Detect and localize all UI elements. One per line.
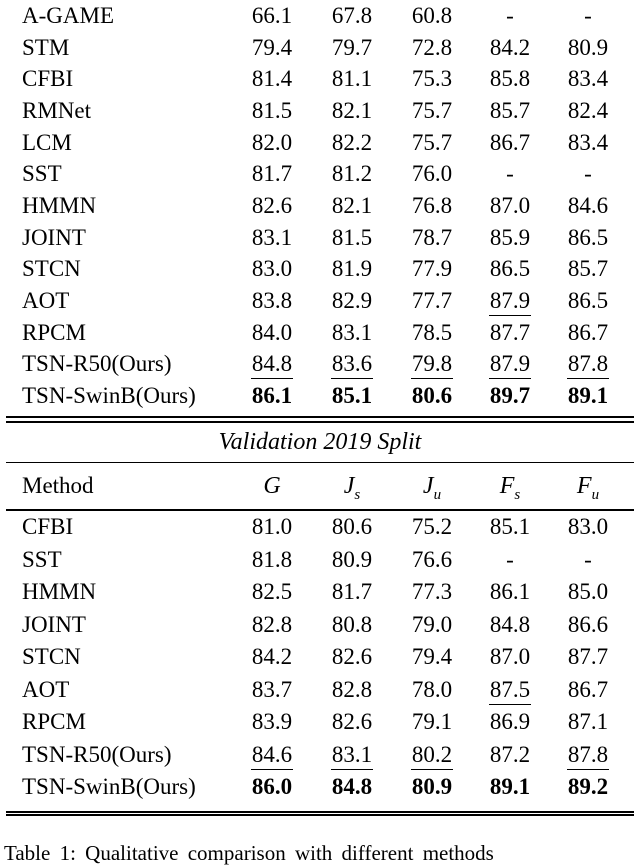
value-cell: 81.5 [331, 224, 373, 250]
value-cell: 84.6 [567, 192, 609, 218]
table-row [6, 706, 628, 739]
value-cell: 87.9 [472, 349, 548, 381]
value-cell: - [584, 2, 592, 28]
value-cell: 86.5 [567, 224, 609, 250]
value-cell: 76.8 [411, 192, 453, 218]
results-table-top [6, 0, 628, 412]
value-cell: 86.7 [489, 129, 531, 155]
value-cell: 83.1 [251, 224, 293, 250]
value-cell: 81.5 [251, 97, 293, 123]
table-row [6, 349, 628, 381]
value-cell: 80.9 [331, 546, 373, 572]
value-cell: 84.8 [489, 611, 531, 637]
value-cell: - [584, 161, 592, 187]
value-cell: 84.8 [232, 349, 312, 381]
value-cell: 82.1 [331, 192, 373, 218]
value-cell: 82.9 [331, 288, 373, 314]
value-cell: 87.1 [567, 709, 609, 735]
value-cell: 87.0 [489, 644, 531, 670]
method-cell: STCN [22, 256, 81, 282]
method-cell: JOINT [22, 611, 86, 637]
value-cell: 85.0 [567, 579, 609, 605]
metric-column-header-Fu: $F_u$ [576, 472, 600, 503]
table-row [6, 544, 628, 577]
value-cell: 79.0 [411, 611, 453, 637]
table-row [6, 771, 628, 804]
method-cell: STCN [22, 644, 81, 670]
table-row [6, 609, 628, 642]
value-cell: 80.2 [392, 739, 472, 772]
table-row [6, 95, 628, 127]
metric-column-header-Ju: $J_u$ [422, 472, 442, 503]
value-cell: 89.1 [489, 774, 531, 800]
value-cell: 79.1 [411, 709, 453, 735]
rule-line [6, 811, 634, 813]
value-cell: 84.0 [251, 319, 293, 345]
value-cell: 86.0 [251, 774, 293, 800]
method-cell: TSN-SwinB(Ours) [22, 774, 196, 800]
value-cell: 78.7 [411, 224, 453, 250]
value-cell: 85.1 [489, 514, 531, 540]
table-row [6, 641, 628, 674]
value-cell: 89.1 [567, 383, 609, 409]
value-cell: 81.1 [331, 66, 373, 92]
table-row [6, 674, 628, 707]
value-cell: 83.8 [251, 288, 293, 314]
rule-line [6, 814, 634, 816]
value-cell: 82.6 [331, 644, 373, 670]
value-cell: 76.0 [411, 161, 453, 187]
method-cell: AOT [22, 676, 70, 702]
value-cell: 82.1 [331, 97, 373, 123]
value-cell: - [584, 546, 592, 572]
method-cell: TSN-R50(Ours) [22, 741, 172, 767]
value-cell: 78.0 [411, 676, 453, 702]
value-cell: 78.5 [411, 319, 453, 345]
value-cell: 83.4 [567, 66, 609, 92]
value-cell: 81.2 [331, 161, 373, 187]
value-cell: - [506, 546, 514, 572]
value-cell: 60.8 [411, 2, 453, 28]
column-header-row [6, 463, 628, 509]
value-cell: 87.0 [489, 192, 531, 218]
method-cell: STM [22, 34, 70, 60]
value-cell: 84.2 [489, 34, 531, 60]
table-row [6, 511, 628, 544]
method-cell: SST [22, 546, 62, 572]
value-cell: 80.6 [411, 383, 453, 409]
value-cell: 85.7 [567, 256, 609, 282]
value-cell: 81.7 [331, 579, 373, 605]
value-cell: 86.7 [567, 676, 609, 702]
metric-column-header-Js: $J_s$ [343, 472, 361, 503]
table-row [6, 317, 628, 349]
value-cell: 82.8 [331, 676, 373, 702]
value-cell: 83.1 [312, 739, 392, 772]
value-cell: 72.8 [411, 34, 453, 60]
table-row [6, 254, 628, 286]
value-cell: 75.2 [411, 514, 453, 540]
value-cell: 83.0 [567, 514, 609, 540]
table-row [6, 0, 628, 32]
value-cell: 80.9 [411, 774, 453, 800]
value-cell: 79.4 [411, 644, 453, 670]
table-row [6, 222, 628, 254]
value-cell: 83.0 [251, 256, 293, 282]
value-cell: 82.4 [567, 97, 609, 123]
value-cell: 66.1 [251, 2, 293, 28]
value-cell: 86.6 [567, 611, 609, 637]
value-cell: 81.8 [251, 546, 293, 572]
value-cell: 83.1 [331, 319, 373, 345]
method-cell: LCM [22, 129, 72, 155]
value-cell: 81.9 [331, 256, 373, 282]
value-cell: 77.7 [411, 288, 453, 314]
value-cell: - [506, 2, 514, 28]
value-cell: 81.0 [251, 514, 293, 540]
table-row [6, 380, 628, 412]
table-row [6, 739, 628, 772]
value-cell: 85.9 [489, 224, 531, 250]
value-cell: 67.8 [331, 2, 373, 28]
value-cell: 79.8 [392, 349, 472, 381]
value-cell: 89.2 [567, 774, 609, 800]
value-cell: 81.7 [251, 161, 293, 187]
value-cell: 85.1 [331, 383, 373, 409]
method-cell: RMNet [22, 97, 91, 123]
value-cell: 83.4 [567, 129, 609, 155]
value-cell: 80.9 [567, 34, 609, 60]
value-cell: 85.7 [489, 97, 531, 123]
value-cell: 86.9 [489, 709, 531, 735]
value-cell: 87.8 [548, 349, 628, 381]
method-cell: CFBI [22, 66, 74, 92]
value-cell: 87.8 [548, 739, 628, 772]
method-cell: SST [22, 161, 62, 187]
table-row [6, 576, 628, 609]
value-cell: 76.6 [411, 546, 453, 572]
value-cell: 82.6 [251, 192, 293, 218]
value-cell: 75.3 [411, 66, 453, 92]
value-cell: 79.7 [331, 34, 373, 60]
table-caption: Table 1: Qualitative comparison with different methods [4, 840, 494, 865]
method-cell: JOINT [22, 224, 86, 250]
table-row [6, 285, 628, 317]
value-cell: 84.2 [251, 644, 293, 670]
value-cell: 75.7 [411, 129, 453, 155]
value-cell: 81.4 [251, 66, 293, 92]
double-rule [0, 416, 640, 423]
value-cell: 86.1 [489, 579, 531, 605]
value-cell: 77.3 [411, 579, 453, 605]
value-cell: 83.6 [312, 349, 392, 381]
metric-column-header-Fs: $F_s$ [499, 472, 521, 503]
value-cell: 86.5 [489, 256, 531, 282]
table-row [6, 32, 628, 64]
value-cell: - [506, 161, 514, 187]
value-cell: 79.4 [251, 34, 293, 60]
value-cell: 87.7 [567, 644, 609, 670]
value-cell: 82.5 [251, 579, 293, 605]
value-cell: 82.2 [331, 129, 373, 155]
value-cell: 87.9 [472, 285, 548, 317]
value-cell: 89.7 [489, 383, 531, 409]
value-cell: 86.5 [567, 288, 609, 314]
table-row [6, 63, 628, 95]
value-cell: 87.5 [472, 674, 548, 707]
value-cell: 80.6 [331, 514, 373, 540]
value-cell: 87.2 [489, 741, 531, 767]
section-title: Validation 2019 Split [218, 428, 422, 455]
table-row [6, 190, 628, 222]
value-cell: 75.7 [411, 97, 453, 123]
value-cell: 86.7 [567, 319, 609, 345]
value-cell: 83.7 [251, 676, 293, 702]
results-table-2019 [6, 511, 628, 804]
value-cell: 87.7 [489, 319, 531, 345]
value-cell: 85.8 [489, 66, 531, 92]
table-row [6, 158, 628, 190]
method-cell: RPCM [22, 709, 86, 735]
method-cell: CFBI [22, 514, 74, 540]
table-row [6, 127, 628, 159]
rule-line [6, 416, 634, 418]
metric-column-header-G: G [263, 472, 281, 499]
value-cell: 86.1 [251, 383, 293, 409]
method-column-header: Method [22, 473, 94, 499]
value-cell: 77.9 [411, 256, 453, 282]
method-cell: TSN-SwinB(Ours) [22, 383, 196, 409]
method-cell: HMMN [22, 192, 97, 218]
value-cell: 80.8 [331, 611, 373, 637]
bottom-rule [0, 811, 640, 816]
value-cell: 82.0 [251, 129, 293, 155]
method-cell: TSN-R50(Ours) [22, 351, 172, 377]
value-cell: 82.8 [251, 611, 293, 637]
method-cell: AOT [22, 288, 70, 314]
value-cell: 83.9 [251, 709, 293, 735]
method-cell: RPCM [22, 319, 86, 345]
value-cell: 82.6 [331, 709, 373, 735]
method-cell: A-GAME [22, 2, 114, 28]
method-cell: HMMN [22, 579, 97, 605]
value-cell: 84.6 [232, 739, 312, 772]
value-cell: 84.8 [331, 774, 373, 800]
